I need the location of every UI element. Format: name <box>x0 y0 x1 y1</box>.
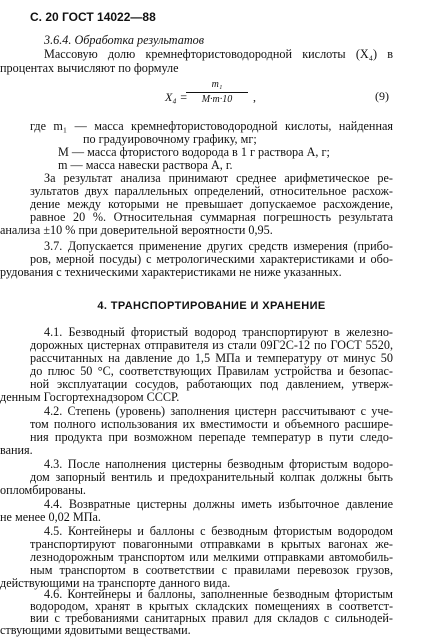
text-line: 4.4. Возвратные цистерны должны иметь избыточное давление <box>44 497 393 511</box>
text-line: рассчитанных на давление до 1,5 МПа и температуру от минус 50 <box>30 351 393 365</box>
text-line: 4.2. Степень (уровень) заполнения цистерн рассчитывают с уче- <box>44 404 393 418</box>
page-header: С. 20 ГОСТ 14022—88 <box>30 10 156 24</box>
text-line: ствующими ядовитыми веществами. <box>0 623 191 637</box>
text-line: ной эксплуатации сосудов, работающих под давлением, утверж- <box>30 377 393 391</box>
text-line: 3.7. Допускается применение других средств измерения (прибо- <box>44 239 393 253</box>
section-3-6-4-title: 3.6.4. Обработка результатов <box>44 33 205 47</box>
section-4-title: 4. ТРАНСПОРТИРОВАНИЕ И ХРАНЕНИЕ <box>97 300 326 312</box>
text-line: ным транспортом в соответствии с правилами перевозок грузов, <box>30 563 393 577</box>
text-line: водородом, хранят в крытых складских помещениях в соответст- <box>30 599 393 613</box>
text-line: вии с требованиями санитарных правил для складов с сильнодей- <box>30 611 393 625</box>
text-line: действующими на транспорте данного вида. <box>0 576 231 590</box>
definition-line: M — масса фтористого водорода в 1 г раствора A, г; <box>58 145 330 159</box>
formula-denominator: M·m·10 <box>201 94 233 105</box>
text-line: транспортируют повагонными отправками в крытых вагонах же- <box>30 537 393 551</box>
definition-line: m — масса навески раствора A, г. <box>58 158 233 172</box>
text-line: равное 20 %. Относительная суммарная погрешность результата <box>30 210 393 224</box>
text-line: дение между которыми не превышает допускаемое расхождение, <box>30 197 393 211</box>
text-line: лезнодорожным транспортом или мелкими отправками автомобиль- <box>30 550 393 564</box>
text-line: 4.1. Безводный фтористый водород транспортируют в железно- <box>44 325 393 339</box>
formula-lhs: X₄ = <box>165 90 188 104</box>
text-line: 4.5. Контейнеры и баллоны с безводным фтористым водородом <box>44 524 393 538</box>
formula-suffix: , <box>253 90 256 104</box>
text-line: рудования с техническими характеристиками не ниже указанных. <box>0 265 342 279</box>
definition-line: по градуировочному графику, мг; <box>83 132 257 146</box>
text-line: 4.3. После наполнения цистерны безводным фтористым водоро- <box>44 457 393 471</box>
text-line: вания. <box>0 443 33 457</box>
text-line: до плюс 50 °C, соответствующих Правилам устройства и безопас- <box>30 364 393 378</box>
text-line: опломбированы. <box>0 483 86 497</box>
text-line: том полного использования их вместимости и объемного расшире- <box>30 417 393 431</box>
text-line: ния продукта при возможном перепаде температур в пути следо- <box>30 430 393 444</box>
formula-fraction <box>186 79 248 106</box>
text-line: Массовую долю кремнефтористоводородной кислоты (X₄) в <box>44 47 393 61</box>
text-line: дом запорный вентиль и предохранительный колпак должны быть <box>30 470 393 484</box>
text-line: зультатов двух параллельных определений, относительное расхож- <box>30 184 393 198</box>
fraction-bar <box>186 92 248 93</box>
text-line: дорожных цистернах отправителя из стали 09Г2С-12 по ГОСТ 5520, <box>30 338 393 352</box>
formula-9 <box>165 79 275 115</box>
text-line: За результат анализа принимают среднее арифметическое ре- <box>44 171 393 185</box>
definition-line: где m₁ — масса кремнефтористоводородной кислоты, найденная <box>30 119 393 133</box>
text-line: анализа ±10 % при доверительной вероятности 0,95. <box>0 223 273 237</box>
text-line: денным Госгортехнадзором СССР. <box>0 390 180 404</box>
text-line: 4.6. Контейнеры и баллоны, заполненные безводным фтористым <box>44 587 393 601</box>
text-line: не менее 0,02 МПа. <box>0 510 101 524</box>
text-line: ров, мерной посуды) с метрологическими характеристиками и обо- <box>30 252 393 266</box>
formula-numerator: m₁ <box>211 79 223 90</box>
formula-number: (9) <box>375 89 389 103</box>
text-line: процентах вычисляют по формуле <box>0 61 179 75</box>
